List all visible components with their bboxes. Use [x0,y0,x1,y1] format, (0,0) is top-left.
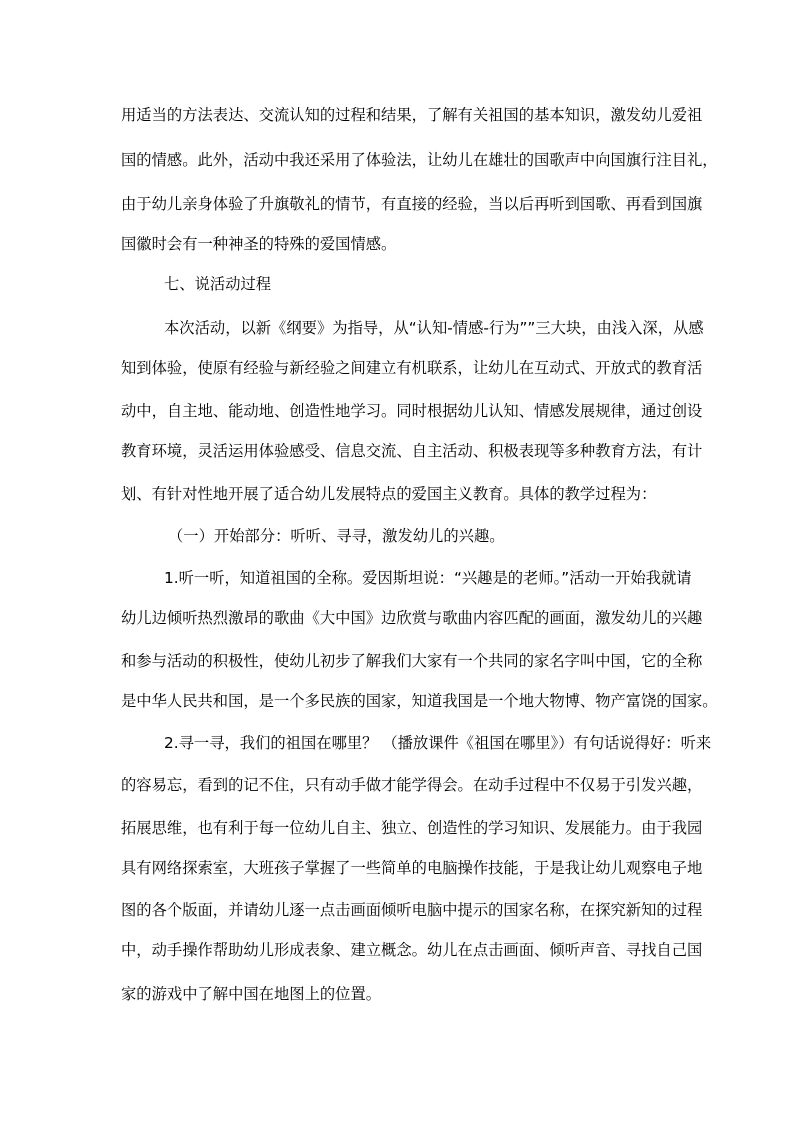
body-text-line: 幼儿边倾听热烈激昂的歌曲《大中国》边欣赏与歌曲内容匹配的画面，激发幼儿的兴趣 [121,609,703,627]
body-text-line: 本次活动，以新《纲要》为指导，从“认知-情感-行为””三大块，由浅入深，从感 [164,319,704,337]
body-text-line: 划、有针对性地开展了适合幼儿发展特点的爱国主义教育。具体的教学过程为： [121,485,657,503]
body-text-line: 具有网络探索室，大班孩子掌握了一些简单的电脑操作技能，于是我让幼儿观察电子地 [121,859,703,877]
body-text-line: 家的游戏中了解中国在地图上的位置。 [121,985,382,1003]
body-text-line: 由于幼儿亲身体验了升旗敬礼的情节，有直接的经验，当以后再听到国歌、再看到国旗 [121,195,703,213]
body-text-line: 图的各个版面，并请幼儿逐一点击画面倾听电脑中提示的国家名称，在探究新知的过程 [121,901,703,919]
body-text-line: 知到体验，使原有经验与新经验之间建立有机联系，让幼儿在互动式、开放式的教育活 [121,359,703,377]
body-text-line: 国徽时会有一种神圣的特殊的爱国情感。 [121,235,397,253]
body-text-line: 和参与活动的积极性，使幼儿初步了解我们大家有一个共同的家名字叫中国，它的全称 [121,652,703,670]
body-text-line: 拓展思维，也有利于每一位幼儿自主、独立、创造性的学习知识、发展能力。由于我园 [121,819,703,837]
body-text-line: 动中，自主地、能动地、创造性地学习。同时根据幼儿认知、情感发展规律，通过创设 [121,402,703,420]
body-text-line: 国的情感。此外，活动中我还采用了体验法，让幼儿在雄壮的国歌声中向国旗行注目礼， [121,151,718,169]
body-text-line: 1.听一听，知道祖国的全称。爱因斯坦说：“兴趣是的老师。”活动一开始我就请 [164,569,692,587]
body-text-line: 2.寻一寻，我们的祖国在哪里？ （播放课件《祖国在哪里》）有句话说得好：听来 [164,734,712,752]
body-text-line: 的容易忘，看到的记不住，只有动手做才能学得会。在动手过程中不仅易于引发兴趣， [121,776,703,794]
body-text-line: 是中华人民共和国，是一个多民族的国家，知道我国是一个地大物博、物产富饶的国家。 [121,692,718,710]
body-text-line: 中，动手操作帮助幼儿形成表象、建立概念。幼儿在点击画面、倾听声音、寻找自己国 [121,941,703,959]
body-text-line: 用适当的方法表达、交流认知的过程和结果，了解有关祖国的基本知识，激发幼儿爱祖 [121,106,703,124]
subsection-heading: （一）开始部分：听听、寻寻，激发幼儿的兴趣。 [168,527,505,545]
body-text-line: 教育环境，灵活运用体验感受、信息交流、自主活动、积极表现等多种教育方法，有计 [121,442,703,460]
section-heading: 七、说活动过程 [164,275,272,293]
